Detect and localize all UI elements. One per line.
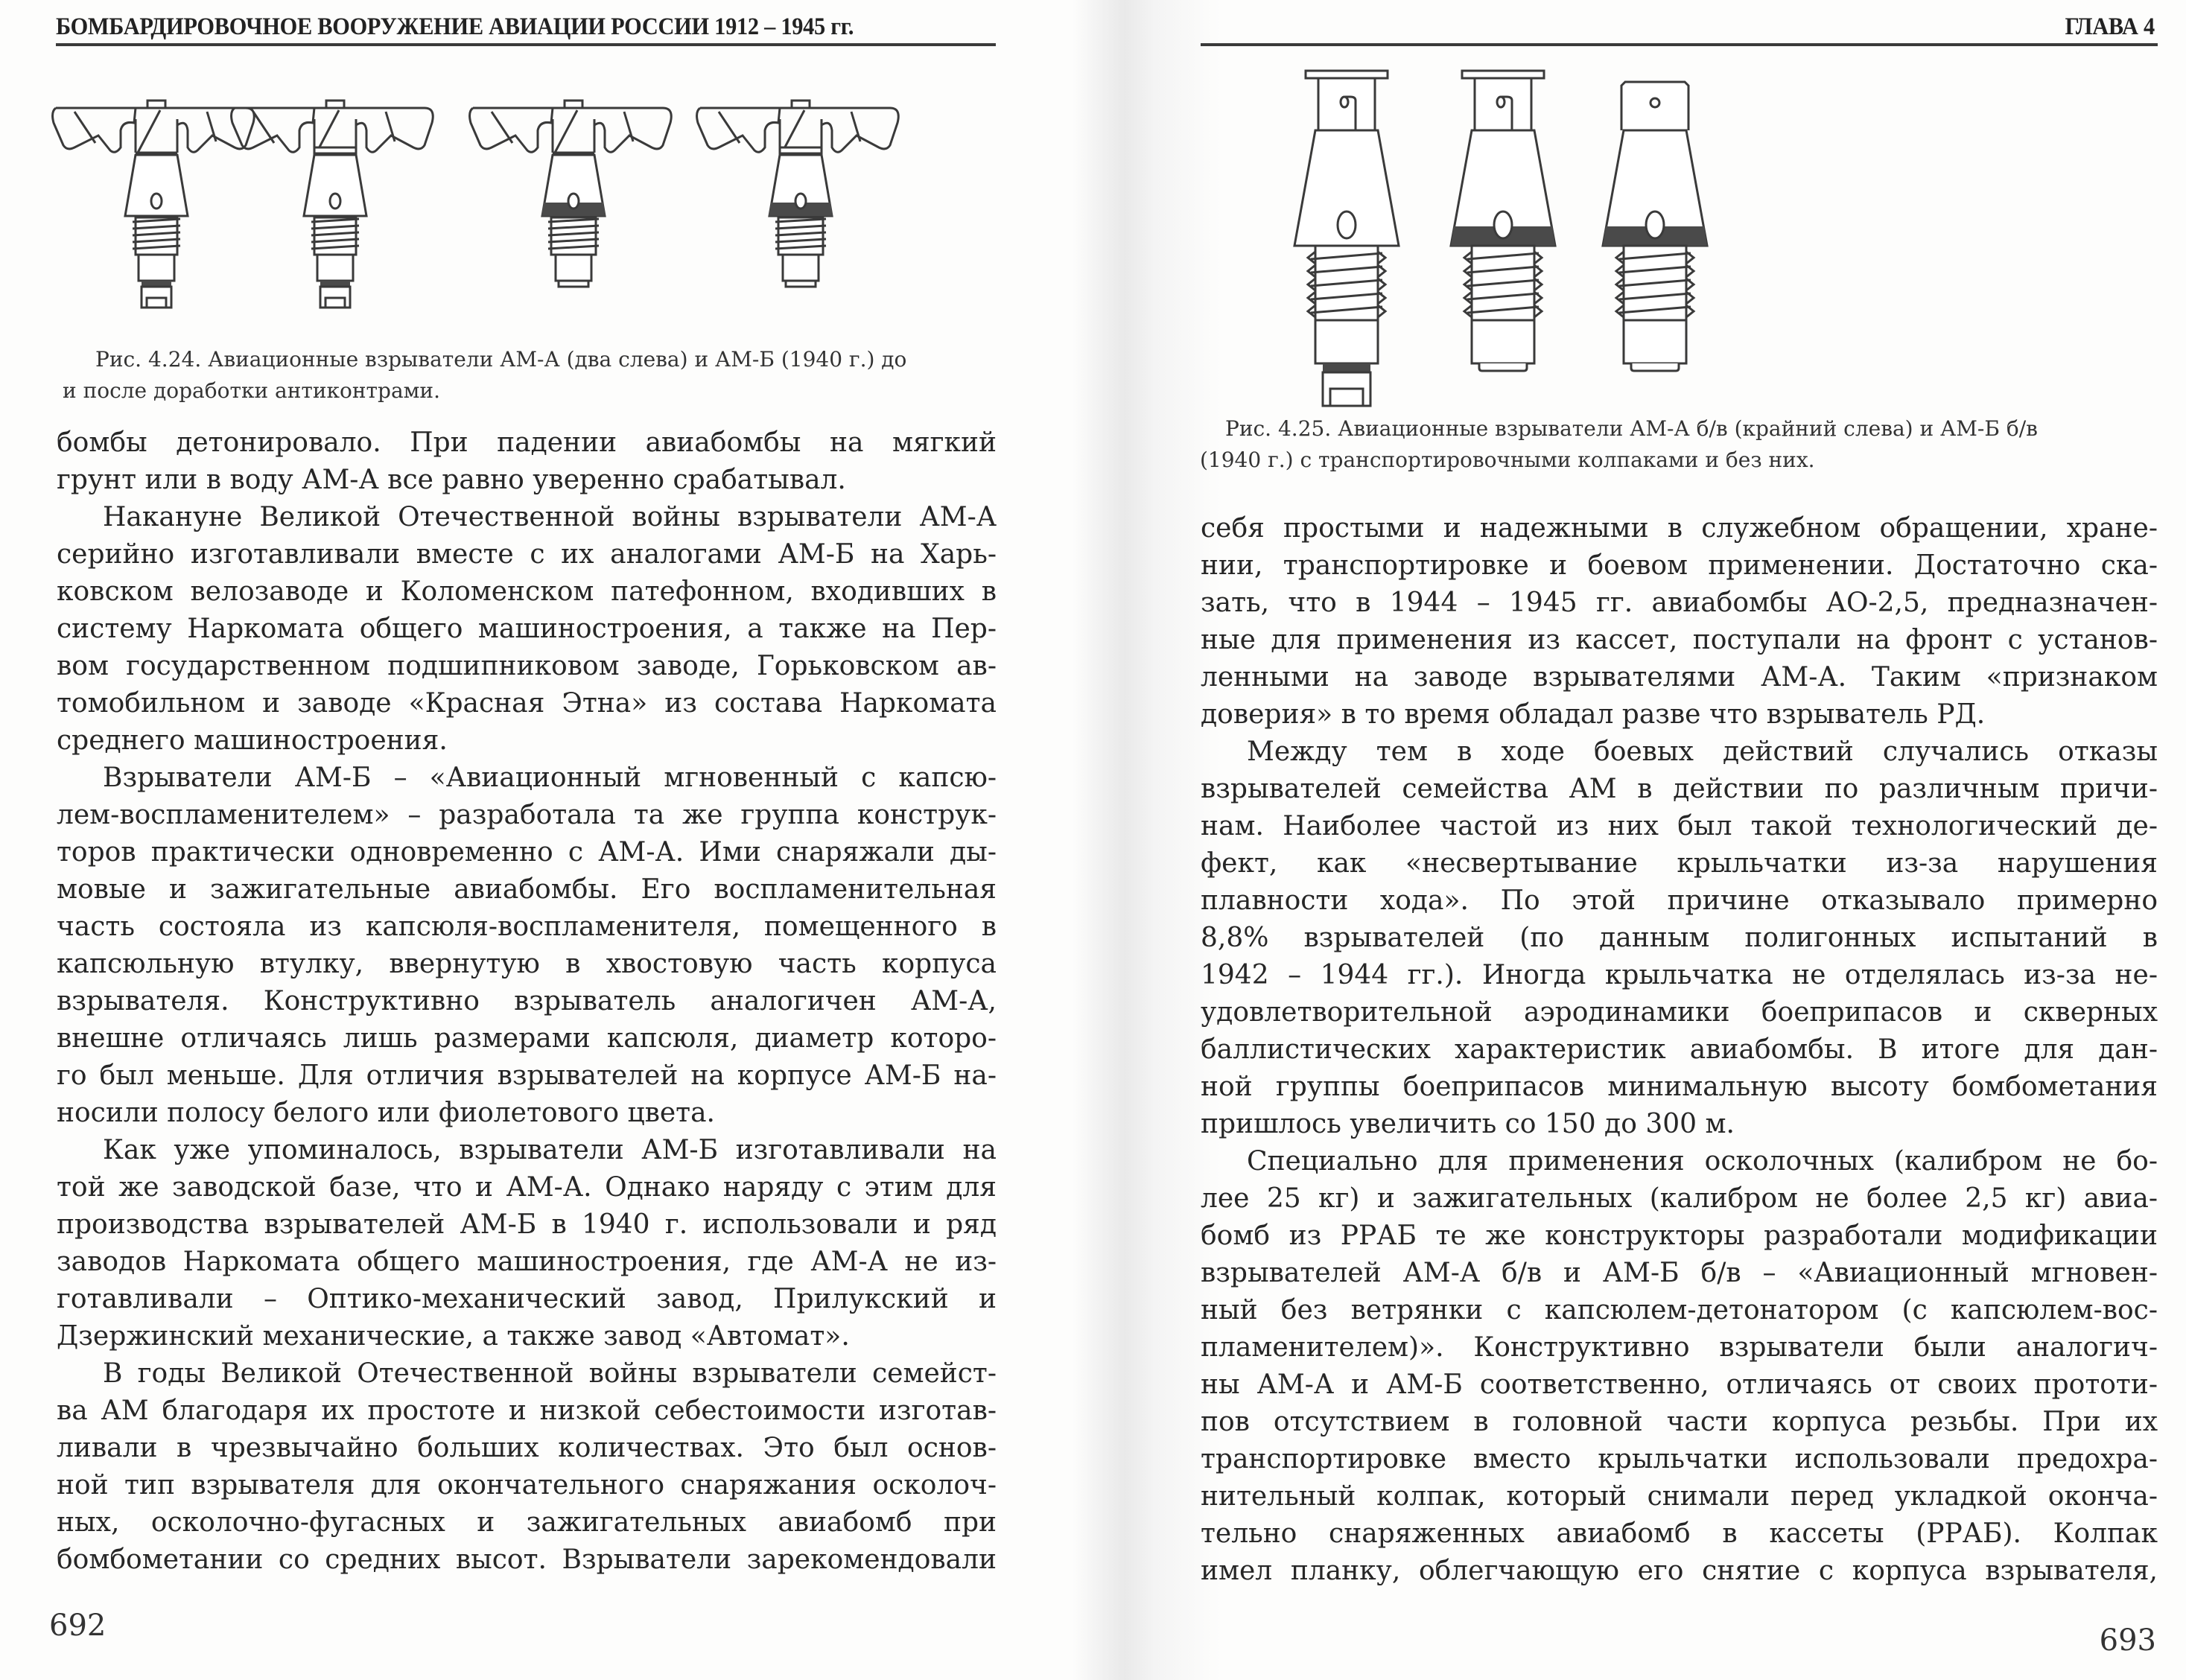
impeller-blade [53,108,136,152]
text-line: ва АМ благодаря их простоте и низкой себестоимости изготав- [57,1396,997,1426]
figure-caption-4-24 [63,344,1004,407]
text-line: го был меньше. Для отличия взрывателей на корпусе АМ-Б на- [57,1060,997,1091]
impeller-blade [697,108,780,152]
hub-cap [792,101,810,108]
text-line: внешне отличаясь лишь размерами капсюля, диаметр которо- [57,1023,997,1054]
body-text-left [57,424,997,1579]
text-line: зать, что в 1944 – 1945 гг. авиабомбы АО-2,5, предназначен- [1201,588,2158,618]
text-line: нам. Наиболее частой из них был такой технологический де- [1201,811,2158,841]
caption-line: Рис. 4.25. Авиационные взрыватели АМ-А б/в (крайний слева) и АМ-Б б/в [1225,416,2038,441]
anti-counter-ring [780,147,822,153]
text-line: взрывателей семейства АМ в действии по различным причи- [1201,774,2158,804]
text-line: 8,8% взрывателей (по данным полигонных испытаний в [1201,923,2158,953]
text-line: ный без ветрянки с капсюлем-детонатором (с капсюлем-вос- [1201,1295,2158,1326]
hub-cap [326,101,344,108]
page-number-right: 693 [2099,1623,2156,1658]
text-line: систему Наркомата общего машиностроения, а также на Пер- [57,614,997,644]
text-line: бомбы детонировало. При падении авиабомбы на мягкий [57,427,997,458]
inspection-hole [1338,211,1356,238]
book-gutter [1073,0,1221,1680]
text-line: себя простыми и надежными в служебном обращении, хране- [1201,513,2158,544]
inspection-hole [151,194,162,209]
text-line: взрывателя. Конструктивно взрыватель аналогичен АМ-А, [57,986,997,1016]
fuze-tail [317,255,353,281]
text-line: торов практически одновременно с АМ-А. Ими снаряжали ды- [57,837,997,868]
fuze-drawing [1294,71,1399,406]
fuze-drawing [1603,82,1707,371]
fuze-tail [139,255,174,281]
figure-4-24 [45,89,1005,328]
text-line: транспортировке вместо крыльчатки использовали предохра- [1201,1444,2158,1474]
text-line: имел планку, облегчающую его снятие с корпуса взрывателя, [1201,1556,2158,1586]
text-line: ливали в чрезвычайно больших количествах. Это был основ- [57,1433,997,1463]
text-line: Накануне Великой Отечественной войны взрыватели АМ-А [103,502,997,532]
text-line: той же заводской базе, что и АМ-А. Однако наряду с этим для [57,1172,997,1203]
text-line: взрывателей АМ-А б/в и АМ-Б б/в – «Авиационный мгновен- [1201,1258,2158,1288]
fuze-tail [1315,320,1378,363]
text-line: пов отсутствием в головной части корпуса резьбы. При их [1201,1407,2158,1437]
text-line: часть состояла из капсюля-воспламенителя, помещенного в [57,911,997,942]
text-line: бомбометании со средних высот. Взрыватели зарекомендовали [57,1544,997,1575]
text-line: томобильном и заводе «Красная Этна» из состава Наркомата [57,688,997,719]
text-line: среднего машиностроения. [57,725,448,756]
text-line: ны АМ-А и АМ-Б соответственно, отличаясь от своих прототи- [1201,1369,2158,1400]
text-line: вом государственном подшипниковом заводе, Горьковском ав- [57,651,997,681]
text-line: бомб из РРАБ те же конструкторы разработали модификации [1201,1221,2158,1251]
body-text-right [1201,510,2158,1590]
text-line: заводов Наркомата общего машиностроения, где АМ-А не из- [57,1247,997,1277]
text-line: производства взрывателей АМ-Б в 1940 г. использовали и ряд [57,1209,997,1240]
text-line: ных, осколочно-фугасных и зажигательных авиабомб при [57,1507,997,1538]
text-line: В годы Великой Отечественной войны взрыватели семейст- [103,1358,997,1389]
hub-cap [565,101,582,108]
inspection-hole [1494,211,1512,238]
text-line: Специально для применения осколочных (калибром не бо- [1247,1146,2158,1177]
text-line: лем-воспламенителем» – разработала та же группа конструк- [57,800,997,830]
text-line: пламенителем)». Конструктивно взрыватели были аналогич- [1201,1332,2158,1363]
text-line: мовые и зажигательные авиабомбы. Его воспламенительная [57,874,997,905]
text-line: ные для применения из кассет, поступали на фронт с установ- [1201,625,2158,655]
inspection-hole [330,194,340,209]
fuze-drawing [232,101,433,308]
fuze-drawing [470,101,672,287]
fuze-tail [783,255,819,281]
text-line: баллистических характеристик авиабомбы. В итоге для дан- [1201,1034,2158,1065]
inspection-hole [568,194,579,209]
caption-line: Рис. 4.24. Авиационные взрыватели АМ-А (два слева) и АМ-Б (1940 г.) до [95,347,907,372]
hub-cap [147,101,165,108]
text-line: фект, как «несвертывание крыльчатки из-за нарушения [1201,848,2158,879]
text-line: тельно снаряженных авиабомб в кассеты (РРАБ). Колпак [1201,1518,2158,1549]
caption-line: (1940 г.) с транспортировочными колпаками и без них. [1200,448,1815,472]
text-line: ной тип взрывателя для окончательного снаряжания осколоч- [57,1470,997,1501]
figure-4-25 [1266,60,2011,417]
text-line: носили полосу белого или фиолетового цвета. [57,1098,716,1128]
text-line: грунт или в воду АМ-А все равно уверенно срабатывал. [57,465,846,495]
text-line: ленными на заводе взрывателями АМ-А. Таким «признаком [1201,662,2158,693]
text-line: Взрыватели АМ-Б – «Авиационный мгновенный с капсю- [103,763,997,793]
text-line: серийно изготавливали вместе с их аналогами АМ-Б на Харь- [57,539,997,570]
text-line: ной группы боеприпасов минимальную высоту бомбометания [1201,1072,2158,1102]
header-rule-left [56,43,996,46]
impeller-blade [232,108,314,152]
inspection-hole [1646,211,1664,238]
running-head-right: ГЛАВА 4 [2065,13,2155,40]
text-line: 1942 – 1944 гг.). Иногда крыльчатка не отделялась из-за не- [1201,960,2158,990]
text-line: Дзержинский механические, а также завод «Автомат». [57,1321,850,1352]
header-rule-right [1201,43,2158,46]
impeller-blade [470,108,553,152]
text-line: капсюльную втулку, ввернутую в хвостовую часть корпуса [57,949,997,979]
text-line: готавливали – Оптико-механический завод, Прилукский и [57,1284,997,1314]
fuze-drawing [697,101,899,287]
text-line: пришлось увеличить со 150 до 300 м. [1201,1109,1735,1139]
fuze-tail [1472,320,1534,363]
inspection-hole [795,194,806,209]
figure-caption-4-25 [1200,413,2164,476]
fuze-tail [556,255,591,281]
text-line: нии, транспортировке и боевом применении. Достаточно ска- [1201,550,2158,581]
fuze-drawing [1451,71,1555,371]
running-head-left: БОМБАРДИРОВОЧНОЕ ВООРУЖЕНИЕ АВИАЦИИ РОССИИ 1912 – 1945 гг. [56,13,854,40]
fuze-tail [1624,320,1686,363]
text-line: плавности хода». По этой причине отказывало примерно [1201,885,2158,916]
text-line: нительный колпак, который снимали перед укладкой оконча- [1201,1481,2158,1512]
text-line: удовлетворительной аэродинамики боеприпасов и скверных [1201,997,2158,1028]
text-line: Между тем в ходе боевых действий случались отказы [1247,736,2158,767]
anti-counter-ring [314,147,356,153]
page-number-left: 692 [49,1609,107,1643]
caption-line: и после доработки антиконтрами. [63,378,440,403]
text-line: доверия» в то время обладал разве что взрыватель РД. [1201,699,1986,730]
fuze-drawing [53,101,255,308]
text-line: лее 25 кг) и зажигательных (калибром не более 2,5 кг) авиа- [1201,1183,2158,1214]
text-line: Как уже упоминалось, взрыватели АМ-Б изготавливали на [103,1135,997,1165]
text-line: ковском велозаводе и Коломенском патефонном, входивших в [57,576,997,607]
